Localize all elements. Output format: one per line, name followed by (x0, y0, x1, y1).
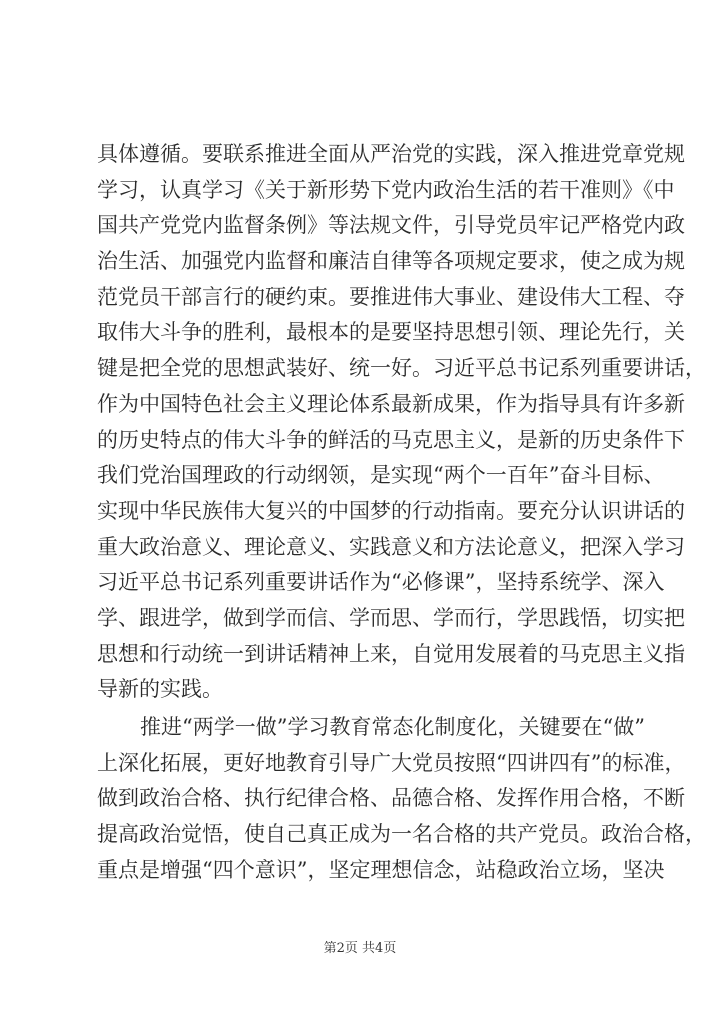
text-line: 重大政治意义、理论意义、实践意义和方法论意义，把深入学习 (97, 534, 685, 559)
text-line: 取伟大斗争的胜利，最根本的是要坚持思想引领、理论先行，关 (97, 320, 685, 345)
text-line: 重点是增强“四个意识”，坚定理想信念，站稳政治立场，坚决 (97, 857, 665, 882)
paragraph-1 (97, 137, 706, 708)
text-line: 实现中华民族伟大复兴的中国梦的行动指南。要充分认识讲话的 (97, 498, 685, 523)
text-line: 提高政治觉悟，使自己真正成为一名合格的共产党员。政治合格， (97, 822, 706, 847)
text-line: 的历史特点的伟大斗争的鲜活的马克思主义，是新的历史条件下 (97, 427, 685, 452)
text-line: 推进“两学一做”学习教育常态化制度化，关键要在“做” (140, 715, 645, 739)
paragraph-2 (97, 710, 706, 888)
page-footer: 第2页 共4页 (323, 941, 397, 956)
text-line: 具体遵循。要联系推进全面从严治党的实践，深入推进党章党规 (97, 142, 685, 166)
text-line: 范党员干部言行的硬约束。要推进伟大事业、建设伟大工程、夺 (97, 284, 685, 309)
text-line: 作为中国特色社会主义理论体系最新成果，作为指导具有许多新 (97, 391, 685, 416)
text-line: 国共产党党内监督条例》等法规文件，引导党员牢记严格党内政 (97, 213, 685, 238)
text-line: 治生活、加强党内监督和廉洁自律等各项规定要求，使之成为规 (97, 249, 685, 274)
text-line: 学、跟进学，做到学而信、学而思、学而行，学思践悟，切实把 (97, 605, 685, 630)
text-line: 导新的实践。 (97, 677, 223, 702)
text-line: 思想和行动统一到讲话精神上来，自觉用发展着的马克思主义指 (97, 641, 685, 666)
text-line: 上深化拓展，更好地教育引导广大党员按照“四讲四有”的标准， (97, 750, 686, 775)
text-line: 我们党治国理政的行动纲领，是实现“两个一百年”奋斗目标、 (97, 463, 665, 488)
text-line: 键是把全党的思想武装好、统一好。习近平总书记系列重要讲话， (97, 356, 706, 381)
text-line: 学习，认真学习《关于新形势下党内政治生活的若干准则》《中 (97, 177, 675, 202)
text-line: 习近平总书记系列重要讲话作为“必修课”，坚持系统学、深入 (97, 570, 665, 595)
text-line: 做到政治合格、执行纪律合格、品德合格、发挥作用合格，不断 (97, 786, 685, 811)
document-body (97, 137, 706, 888)
